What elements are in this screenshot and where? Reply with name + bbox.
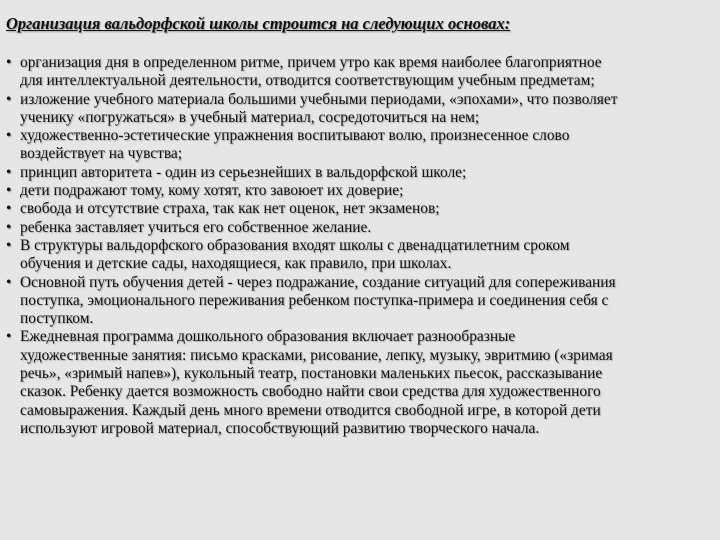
bullet-item	[6, 127, 720, 164]
bullet-line: поступка, эмоционального переживания ребенком поступка-примера и соединения себя с	[20, 291, 609, 309]
bullet-list	[6, 54, 720, 438]
bullet-line: • организация дня в определенном ритме, причем утро как время наиболее благоприятное	[20, 54, 602, 71]
bullet-item	[6, 328, 720, 438]
bullet-line: • Основной путь обучения детей - через подражание, создание ситуаций для сопереживания	[20, 273, 616, 291]
bullet-line: воздействует на чувства;	[20, 145, 183, 163]
bullet-item	[6, 274, 720, 329]
bullet-item	[6, 54, 720, 91]
bullet-line: • Ежедневная программа дошкольного образования включает разнообразные	[20, 328, 516, 346]
bullet-line: для интеллектуальной деятельности, отводится соответствующим учебным предметам;	[20, 72, 595, 90]
bullet-item	[6, 182, 720, 200]
bullet-line: • изложение учебного материала большими учебными периодами, «эпохами», что позволяет	[20, 90, 618, 108]
bullet-line: обучения и детские сады, находящиеся, как правило, при школах.	[20, 255, 452, 273]
bullet-item	[6, 237, 720, 274]
bullet-line: ученику «погружаться» в учебный материал, сосредоточиться на нем;	[20, 108, 480, 126]
bullet-item	[6, 219, 720, 237]
slide-title: Организация вальдорфской школы строится на следующих основах:	[6, 14, 511, 33]
bullet-item	[6, 200, 720, 218]
bullet-line: • свобода и отсутствие страха, так как нет оценок, нет экзаменов;	[20, 200, 440, 218]
bullet-item	[6, 91, 720, 128]
bullet-line: сказок. Ребенку дается возможность свободно найти свои средства для художественного	[20, 383, 601, 401]
bullet-line: • ребенка заставляет учиться его собственное желание.	[20, 218, 372, 236]
bullet-line: используют игровой материал, способствующий развитию творческого начала.	[20, 419, 540, 437]
bullet-line: • дети подражают тому, кому хотят, кто завоюет их доверие;	[20, 182, 404, 200]
bullet-line: • художественно-эстетические упражнения воспитывают волю, произнесенное слово	[20, 127, 570, 145]
bullet-line: • В структуры вальдорфского образования входят школы с двенадцатилетним сроком	[20, 236, 570, 254]
bullet-line: речь», «зримый напев»), кукольный театр, постановки маленьких пьесок, рассказывание	[20, 365, 603, 383]
bullet-line: самовыражения. Каждый день много времени отводится свободной игре, в которой дети	[20, 401, 601, 419]
bullet-item	[6, 164, 720, 182]
bullet-line: художественные занятия: письмо красками, рисование, лепку, музыку, эвритмию («зримая	[20, 346, 613, 364]
bullet-line: • принцип авторитета - один из серьезнейших в вальдорфской школе;	[20, 163, 467, 181]
bullet-line: поступком.	[20, 310, 94, 328]
